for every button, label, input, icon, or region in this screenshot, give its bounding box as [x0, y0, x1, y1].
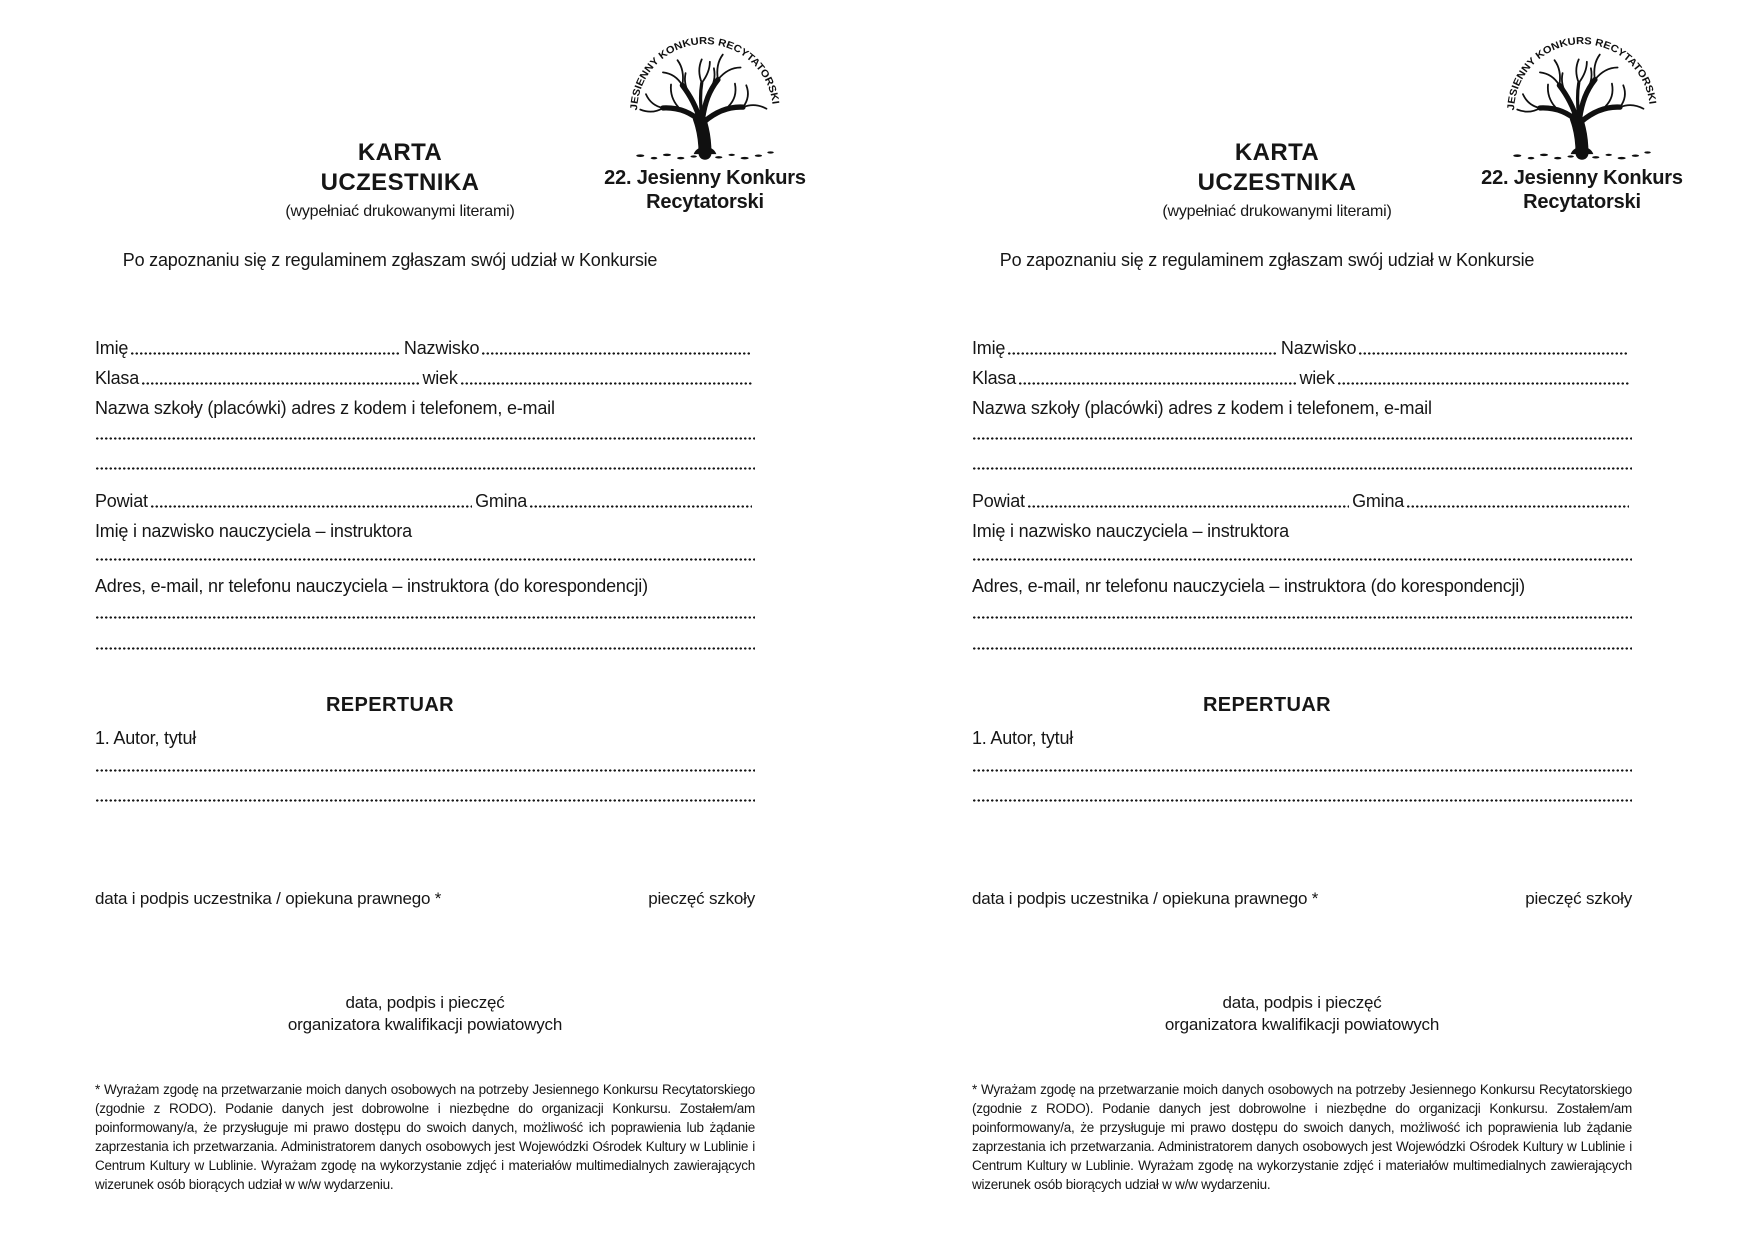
row-class-age — [95, 363, 755, 393]
repertoire-item1-label: 1. Autor, tytuł — [95, 728, 197, 748]
district-fill-line — [1027, 505, 1349, 508]
teacher-fill-line — [972, 558, 1632, 561]
organizer-signature-line2: organizatora kwalifikacji powiatowych — [1164, 1015, 1440, 1034]
teacher-contact-label: Adres, e-mail, nr telefonu nauczyciela – instruktora (do korespondencji) — [95, 576, 648, 596]
age-fill-line — [1337, 382, 1629, 385]
event-title-line1: 22. Jesienny Konkurs — [604, 167, 806, 189]
commune-label: Gmina — [1352, 491, 1405, 511]
teacher-contact-label: Adres, e-mail, nr telefonu nauczyciela – instruktora (do korespondencji) — [972, 576, 1525, 596]
class-fill-line — [1018, 382, 1296, 385]
tree-logo-icon — [616, 26, 794, 164]
row-district-commune — [972, 486, 1632, 516]
signature-row — [95, 888, 755, 910]
organizer-signature-block — [95, 992, 755, 1036]
repertoire-fill-line-2 — [95, 799, 755, 802]
district-fill-line — [150, 505, 472, 508]
last-name-fill-line — [481, 352, 752, 355]
card-title — [1042, 138, 1512, 198]
first-name-label: Imię — [972, 338, 1006, 358]
card-header — [972, 26, 1754, 220]
row-district-commune — [95, 486, 755, 516]
card-title — [165, 138, 635, 198]
class-label: Klasa — [972, 368, 1017, 388]
card-subtitle: (wypełniać drukowanymi literami) — [285, 203, 515, 220]
card-title-line1: KARTA — [1234, 139, 1320, 166]
intro-statement: Po zapoznaniu się z regulaminem zgłaszam swój udział w Konkursie — [999, 250, 1535, 270]
card-title-line1: KARTA — [357, 139, 443, 166]
event-title-line1: 22. Jesienny Konkurs — [1481, 167, 1683, 189]
event-title — [595, 166, 815, 214]
repertoire-heading: REPERTUAR — [325, 694, 455, 716]
intro-statement: Po zapoznaniu się z regulaminem zgłaszam swój udział w Konkursie — [122, 250, 658, 270]
event-title-line2: Recytatorski — [1523, 191, 1641, 213]
card-subtitle: (wypełniać drukowanymi literami) — [1162, 203, 1392, 220]
form — [972, 333, 1632, 802]
district-label: Powiat — [95, 491, 148, 511]
teacher-contact-fill-line-1 — [972, 616, 1632, 619]
first-name-fill-line — [130, 352, 401, 355]
school-fill-line-2 — [95, 467, 755, 470]
title-block — [95, 26, 635, 220]
organizer-signature-line1: data, podpis i pieczęć — [1222, 993, 1382, 1012]
logo-block — [1472, 26, 1692, 212]
school-label: Nazwa szkoły (placówki) adres z kodem i telefonem, e-mail — [95, 398, 555, 418]
repertoire-item1-label: 1. Autor, tytuł — [972, 728, 1074, 748]
teacher-label: Imię i nazwisko nauczyciela – instruktora — [972, 521, 1289, 541]
participant-signature-label: data i podpis uczestnika / opiekuna prawnego * — [972, 889, 1319, 908]
logo-arc-text: JESIENNY KONKURS RECYTATORSKI — [629, 35, 781, 111]
school-stamp-label: pieczęć szkoły — [648, 889, 755, 908]
school-label: Nazwa szkoły (placówki) adres z kodem i telefonem, e-mail — [972, 398, 1432, 418]
card-title-line2: UCZESTNIKA — [1197, 169, 1357, 196]
last-name-fill-line — [1358, 352, 1629, 355]
card-header — [95, 26, 877, 220]
last-name-label: Nazwisko — [403, 338, 480, 358]
rodo-footnote: * Wyrażam zgodę na przetwarzanie moich danych osobowych na potrzeby Jesiennego Konkursu Recytatorskiego (zgodnie z RODO). Podanie danych jest dobrowolne i niezbędne do organizacji Konkursu. Zostałem/am poinformowany/a, że przysługuje mi prawo dostępu do swoich danych, możliwość ich poprawienia lub żądanie zaprzestania ich przetwarzania. Administratorem danych osobowych jest Wojewódzki Ośrodek Kultury w Lublinie i Centrum Kultury w Lublinie. Wyrażam zgodę na wykorzystanie zdjęć i materiałów multimedialnych zawierających wizerunek osób biorących udział w w/w wydarzeniu. — [95, 1082, 755, 1192]
repertoire-fill-line-1 — [972, 769, 1632, 772]
row-class-age — [972, 363, 1632, 393]
age-fill-line — [460, 382, 752, 385]
school-stamp-label: pieczęć szkoły — [1525, 889, 1632, 908]
logo-arc-text: JESIENNY KONKURS RECYTATORSKI — [1506, 35, 1658, 111]
event-title-line2: Recytatorski — [646, 191, 764, 213]
commune-fill-line — [529, 505, 752, 508]
first-name-fill-line — [1007, 352, 1278, 355]
teacher-contact-fill-line-1 — [95, 616, 755, 619]
row-name — [95, 333, 755, 363]
repertoire-fill-line-2 — [972, 799, 1632, 802]
tree-logo-icon — [1493, 26, 1671, 164]
commune-label: Gmina — [475, 491, 528, 511]
teacher-label: Imię i nazwisko nauczyciela – instruktora — [95, 521, 412, 541]
commune-fill-line — [1406, 505, 1629, 508]
teacher-contact-fill-line-2 — [95, 647, 755, 650]
title-block — [972, 26, 1512, 220]
school-fill-line-1 — [95, 437, 755, 440]
rodo-footnote: * Wyrażam zgodę na przetwarzanie moich danych osobowych na potrzeby Jesiennego Konkursu Recytatorskiego (zgodnie z RODO). Podanie danych jest dobrowolne i niezbędne do organizacji Konkursu. Zostałem/am poinformowany/a, że przysługuje mi prawo dostępu do swoich danych, możliwość ich poprawienia lub żądanie zaprzestania ich przetwarzania. Administratorem danych osobowych jest Wojewódzki Ośrodek Kultury w Lublinie i Centrum Kultury w Lublinie. Wyrażam zgodę na wykorzystanie zdjęć i materiałów multimedialnych zawierających wizerunek osób biorących udział w w/w wydarzeniu. — [972, 1082, 1632, 1192]
teacher-fill-line — [95, 558, 755, 561]
logo-block — [595, 26, 815, 212]
school-fill-line-1 — [972, 437, 1632, 440]
class-fill-line — [141, 382, 419, 385]
event-title — [1472, 166, 1692, 214]
age-label: wiek — [1299, 368, 1335, 388]
class-label: Klasa — [95, 368, 140, 388]
organizer-signature-line2: organizatora kwalifikacji powiatowych — [287, 1015, 563, 1034]
age-label: wiek — [422, 368, 458, 388]
row-name — [972, 333, 1632, 363]
organizer-signature-block — [972, 992, 1632, 1036]
repertoire-fill-line-1 — [95, 769, 755, 772]
first-name-label: Imię — [95, 338, 129, 358]
participant-signature-label: data i podpis uczestnika / opiekuna prawnego * — [95, 889, 442, 908]
card-title-line2: UCZESTNIKA — [320, 169, 480, 196]
last-name-label: Nazwisko — [1280, 338, 1357, 358]
repertoire-heading: REPERTUAR — [1202, 694, 1332, 716]
form — [95, 333, 755, 802]
school-fill-line-2 — [972, 467, 1632, 470]
district-label: Powiat — [972, 491, 1025, 511]
organizer-signature-line1: data, podpis i pieczęć — [345, 993, 505, 1012]
teacher-contact-fill-line-2 — [972, 647, 1632, 650]
participant-card — [877, 0, 1754, 1241]
signature-row — [972, 888, 1632, 910]
